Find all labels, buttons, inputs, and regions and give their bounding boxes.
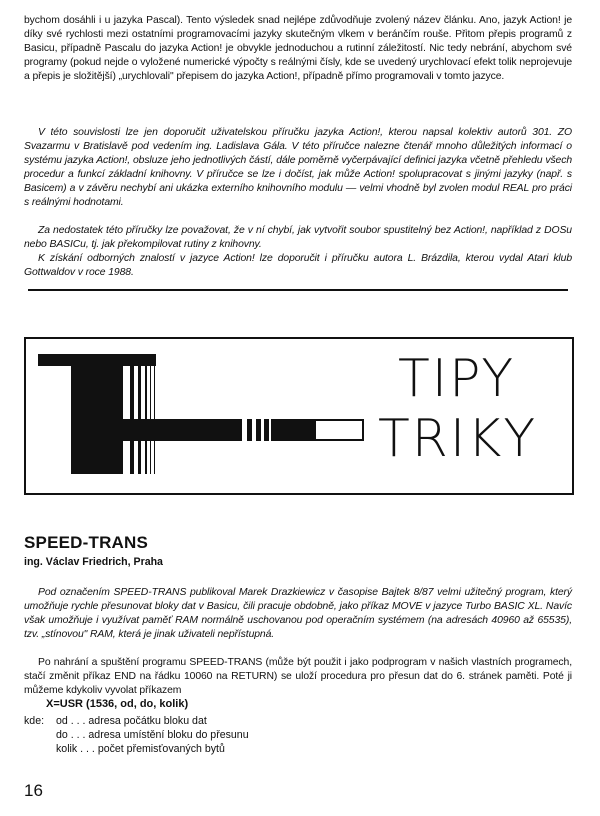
- article-paragraph-2: Po nahrání a spuštění programu SPEED-TRANS (může být použit i jako podprogram v našich vlastních programech, stačí změnit příkaz END na řádku 10060 na RETURN) se uloží procedura pro přesun dat do 6. stránek paměti. Poté ji můžeme kdykoliv vyvolat příkazem: [24, 657, 572, 696]
- parameter-name: kolik: [56, 743, 78, 755]
- page-number: 16: [24, 781, 43, 800]
- parameter-desc: . . . počet přemisťovaných bytů: [80, 743, 225, 755]
- parameter-row: [24, 728, 249, 742]
- parameter-desc: . . . adresa umístění bloku do přesunu: [70, 729, 249, 741]
- banner-word-triky: TRIKY: [378, 409, 538, 469]
- section-divider: [28, 289, 568, 291]
- paragraph-manual: V této souvislosti lze jen doporučit uživatelskou příručku jazyka Action!, kterou napsal kolektiv autorů 301. ZO Svazarmu v Bratislavě pod vedením ing. Ladislava Gála. V této příručce nalezne čtenář mnoho důležitých informací o systému jazyka Action!, obsluze jeho jednotlivých částí, dále poměrně vyčerpávající definici jazyka včetně přehledu všech procedur a funkcí základní knihovny. V příručce se lze i dočíst, jak může Action! spolupracovat s jinými jazyky (např. s Basicem) a v závěru nechybí ani ukázka externího knihovního modulu — velmi vhodně byl zvolen modul REAL pro práci s reálnými hodnotami.: [24, 127, 572, 208]
- parameter-desc: . . . adresa počátku bloku dat: [70, 715, 207, 727]
- article-paragraph-1: Pod označením SPEED-TRANS publikoval Marek Drazkiewicz v časopise Bajtek 8/87 velmi užitečný program, který umožňuje rychle přesunovat bloky dat v Basicu, čili pracuje obdobně, jako příkaz MOVE v jazyce Turbo BASIC XL. Navíc však umožňuje i využívat paměť RAM normálně uschovanou pod operačním systémem (na adresách 40960 až 65535), tzv. „stínovou" RAM, která je jinak uživateli nepřístupná.: [24, 587, 572, 640]
- parameter-row: [24, 714, 249, 728]
- parameter-row: [24, 742, 249, 756]
- code-usr-call: X=USR (1536, od, do, kolik): [46, 698, 189, 710]
- paragraph-intro: bychom dosáhli i u jazyka Pascal). Tento výsledek snad nejlépe zdůvodňuje zvolený název článku. Ano, jazyk Action! je díky své rychlosti mezi ostatními programovacími jazyky skutečným vlkem v beránčím rouše. Přitom přepis programů z Basicu, případně Pascalu do jazyka Action! je obvykle jednoduchou a rutinní záležitostí. Nic tedy nebrání, abychom své programy (pokud nejde o vyložené numerické výpočty s reálnými čísly, kde se uvedený urychlovací efekt tolik neprojevuje a přepis je složitější) „urychlovali" přepisem do jazyka Action!, případně přímo programovali v tomto jazyce.: [24, 15, 572, 82]
- banner-word-tipy: TIPY: [398, 349, 516, 409]
- tipy-triky-banner: [24, 337, 574, 495]
- paragraph-recommendation: K získání odborných znalostí v jazyce Action! lze doporučit i příručku autora L. Brázdila, kterou vydal Atari klub Gottwaldov v roce 1988.: [24, 253, 572, 278]
- parameter-name: od: [56, 715, 68, 727]
- article-title: SPEED-TRANS: [24, 533, 149, 552]
- parameter-name: do: [56, 729, 68, 741]
- article-author: ing. Václav Friedrich, Praha: [24, 556, 163, 568]
- parameter-list: [24, 714, 249, 756]
- paragraph-shortcoming: Za nedostatek této příručky lze považovat, že v ní chybí, jak vytvořit soubor spustitelný bez Action!, například z DOSu nebo BASICu, tj. jak překompilovat rutiny z knihovny.: [24, 225, 572, 250]
- parameter-list-label: kde:: [24, 715, 45, 727]
